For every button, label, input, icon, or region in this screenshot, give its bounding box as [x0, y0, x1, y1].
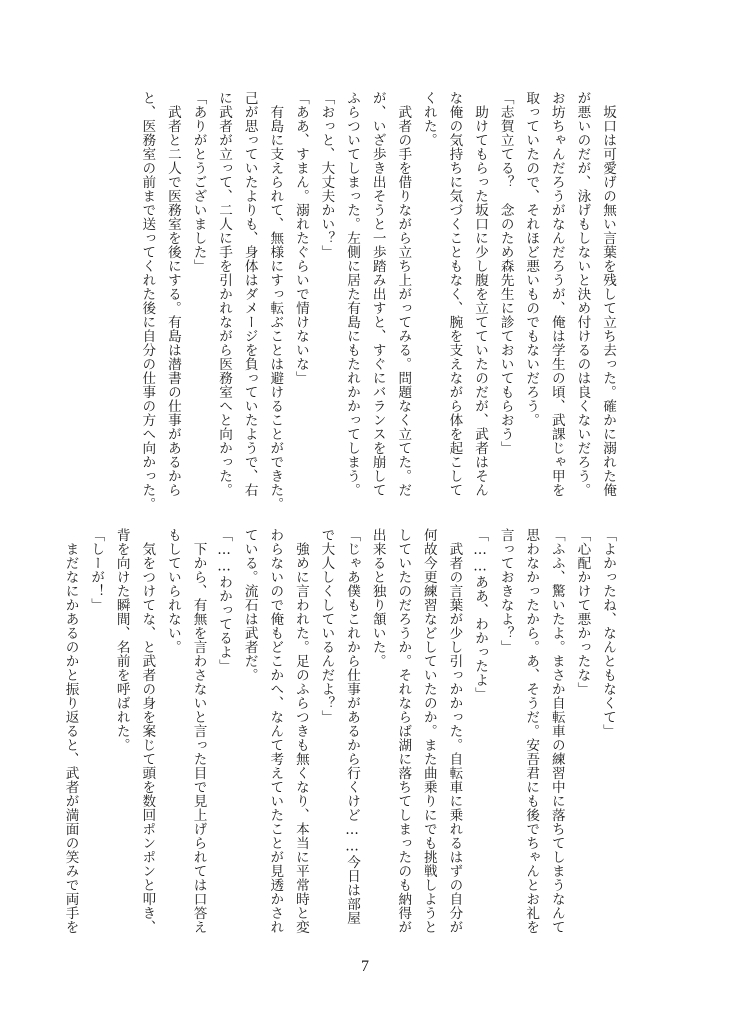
text-line: 背を向けた瞬間、名前を呼ばれた。	[113, 528, 130, 752]
text-line: 強めに言われた。足のふらつきも無くなり、本当に平常時と変	[292, 528, 309, 934]
text-line: 出来ると独り頷いた。	[369, 528, 386, 668]
text-line: 思わなかったから。あ、そうだ。安吾君にも後でちゃんとお礼を	[523, 528, 540, 934]
text-line: 「よかったね、なんともなくて」	[600, 528, 616, 738]
text-line: 「しーが！」	[88, 528, 105, 612]
text-line: が悪いのだが、泳げもしないと決め付けるのは良くないだろう。	[574, 91, 591, 497]
text-line: 己が思っていたよりも、身体はダメージを負っていたようで、右	[241, 91, 258, 497]
text-line: 「……わかってるよ」	[216, 528, 233, 673]
text-line: 武者と二人で医務室を後にする。有島は潜書の仕事があるから	[164, 91, 181, 497]
text-line: 言っておきなよ？」	[497, 528, 514, 654]
text-line: が、いざ歩き出そうと一歩踏み出すと、すぐにバランスを崩して	[369, 91, 386, 497]
text-line: ふらついてしまった。左側に居た有島にもたれかかってしまう。	[344, 91, 361, 497]
text-line: 「ああ、すまん。溺れたぐらいで情けないな」	[292, 91, 309, 385]
text-block-lower	[62, 528, 620, 934]
text-line: ている。流石は武者だ。	[241, 528, 258, 682]
text-line: 「ありがとうございました」	[190, 91, 207, 273]
text-line: に武者が立って、二人に手を引かれながら医務室へと向かった。	[216, 91, 233, 497]
text-line: していたのだろうか。それならば湖に落ちてしまったのも納得が	[395, 528, 412, 934]
text-line: 「……ああ、わかったよ」	[472, 528, 489, 701]
text-line: と、医務室の前まで送ってくれた後に自分の仕事の方へ向かった。	[139, 91, 156, 511]
text-line: 下から、有無を言わさないと言った目で見上げられては口答え	[190, 528, 207, 934]
text-line: お坊ちゃんだろうがなんだろうが、俺は学生の頃、武課じゃ甲を	[548, 91, 565, 497]
text-line: 何故今更練習などしていたのか。また曲乗りにでも挑戦しようと	[420, 528, 437, 934]
text-line: 有島に支えられて、無様にすっ転ぶことは避けることができた。	[267, 91, 284, 511]
text-line: 武者の言葉が少し引っかかった。自転車に乗れるはずの自分が	[446, 528, 463, 934]
text-line: 坂口は可愛げの無い言葉を残して立ち去った。確かに溺れた俺	[600, 91, 616, 497]
text-line: 取っていたので、それほど悪いものでもないだろう。	[523, 91, 540, 427]
text-line: わらないので俺もどこかへ、なんて考えていたことが見透かされ	[267, 528, 284, 934]
text-line: 気をつけてな、と武者の身を案じて頭を数回ポンポンと叩き、	[139, 528, 156, 934]
text-line: な俺の気持ちに気づくこともなく、腕を支えながら体を起こして	[446, 91, 463, 497]
text-line: 「心配かけて悪かったな」	[574, 528, 591, 696]
text-line: 武者の手を借りながら立ち上がってみる。問題なく立てた。だ	[395, 91, 412, 497]
text-line: まだなにかあるのかと振り返ると、武者が満面の笑みで両手を	[62, 528, 79, 934]
text-line: もしていられない。	[164, 528, 181, 654]
text-line: 「じゃあ僕もこれから仕事があるから行くけど……今日は部屋	[344, 528, 361, 925]
text-line: 「ふふ、驚いたよ。まさか自転車の練習中に落ちてしまうなんて	[548, 528, 565, 934]
text-line: 「おっと、大丈夫かい？」	[318, 91, 335, 259]
text-line: くれた。	[420, 91, 437, 147]
text-line: で大人しくしているんだよ？」	[318, 528, 335, 724]
text-block-upper	[100, 91, 620, 511]
text-line: 助けてもらった坂口に少し腹を立てていたのだが、武者はそん	[472, 91, 489, 497]
page-number: 7	[361, 958, 369, 975]
text-line: 「志賀立てる？ 念のため森先生に診ておいてもらおう」	[497, 91, 514, 455]
